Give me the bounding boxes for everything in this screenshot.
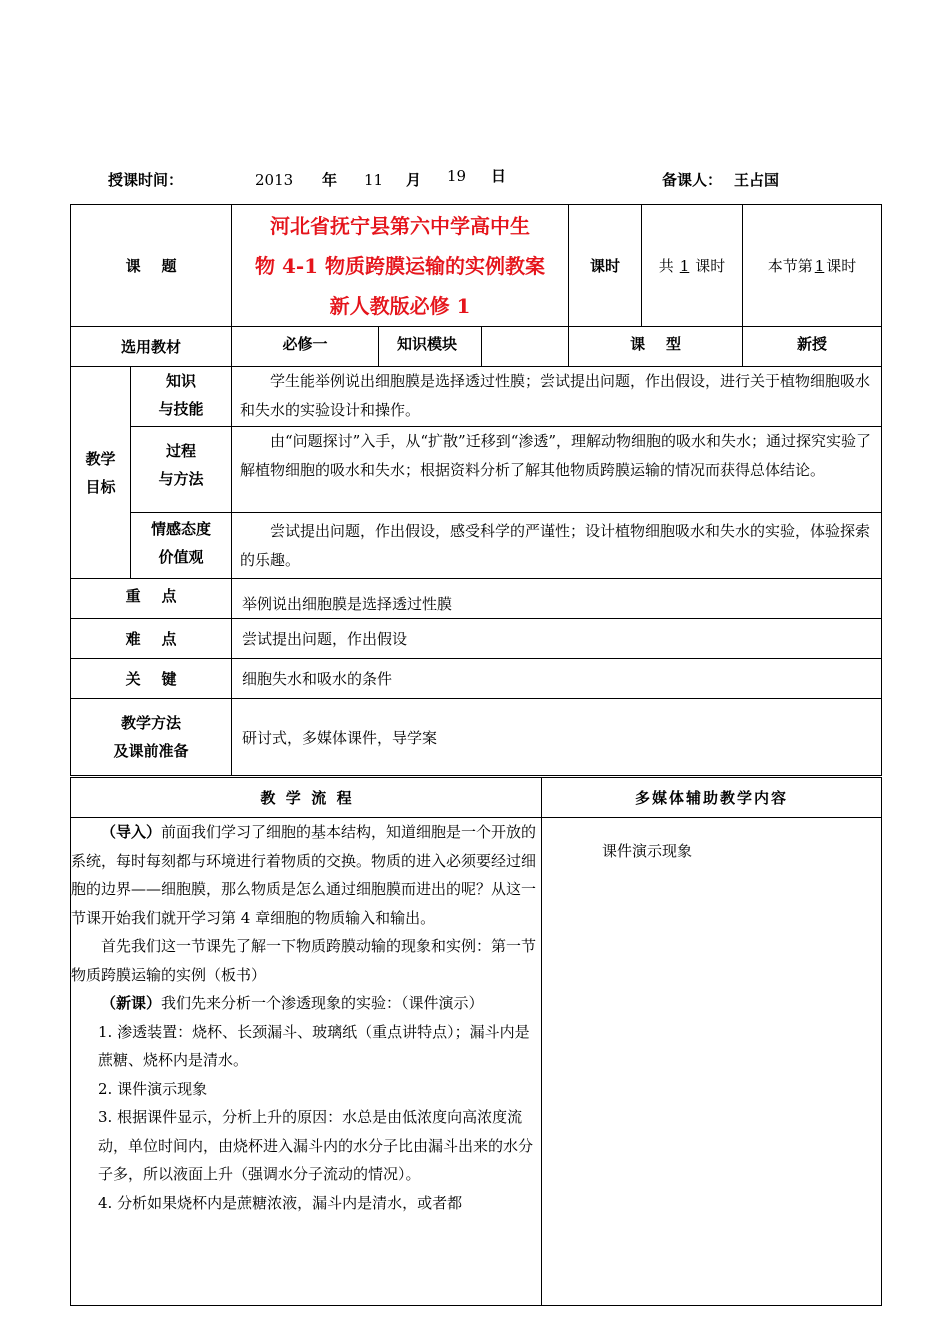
intro-text: 前面我们学习了细胞的基本结构，知道细胞是一个开放的系统，每时每刻都与环境进行着物质的交换。物质的进入必须要经过细胞的边界——细胞膜，那么物质是怎么通过细胞膜而进出的呢？从这一节课开始我们就开学习第 4 章细胞的物质输入和输出。 (71, 823, 537, 927)
multimedia-header: 多媒体辅助教学内容 (542, 778, 882, 818)
type-label: 课 型 (569, 327, 743, 367)
step-1: 1. 渗透装置：烧杯、长颈漏斗、玻璃纸（重点讲特点）；漏斗内是蔗糖、烧杯内是清水。 (98, 1022, 530, 1069)
overview-paragraph: 首先我们这一节课先了解一下物质跨膜动输的现象和实例：第一节物质跨膜运输的实例（板书） (71, 937, 537, 984)
flow-header: 教 学 流 程 (71, 778, 542, 818)
day-unit: 日 (491, 167, 507, 185)
textbook-label: 选用教材 (71, 327, 232, 367)
difficult-point-text: 尝试提出问题，作出假设 (232, 619, 882, 659)
multimedia-content: 课件演示现象 (542, 818, 882, 1306)
crux-label: 关 键 (71, 659, 232, 699)
goal-emotion-label-2: 价值观 (158, 548, 204, 566)
step-2: 2. 课件演示现象 (98, 1079, 208, 1098)
goal-process-label (131, 427, 232, 513)
total-periods-value: 1 (679, 257, 690, 275)
lesson-info-table (70, 204, 882, 776)
method-label-1: 教学方法 (121, 714, 182, 732)
teaching-goals-label-1: 教学 (85, 449, 116, 468)
intro-paragraph (71, 818, 541, 932)
preparer-name: 王占国 (734, 171, 780, 189)
total-periods (642, 205, 743, 327)
topic-title-line-2: 物 4-1 物质跨膜运输的实例教案 (254, 253, 546, 278)
key-point-label: 重 点 (71, 579, 232, 619)
goal-knowledge-label-2: 与技能 (158, 400, 204, 418)
goal-process-label-2: 与方法 (158, 470, 204, 488)
step-3: 3. 根据课件显示，分析上升的原因：水总是由低浓度向高浓度流动，单位时间内，由烧杯进入漏斗内的水分子比由漏斗出来的水分子多，所以液面上升（强调水分子流动的情况）。 (98, 1108, 534, 1183)
goal-process-label-1: 过程 (166, 442, 197, 460)
goal-knowledge-text: 学生能举例说出细胞膜是选择透过性膜；尝试提出问题，作出假设，进行关于植物细胞吸水和失水的实验设计和操作。 (232, 367, 882, 427)
current-period-value: 1 (814, 257, 825, 275)
goal-process-text: 由“问题探讨”入手，从“扩散”迁移到“渗透”，理解动物细胞的吸水和失水；通过探究实验了解植物细胞的吸水和失水；根据资料分析了解其他物质跨膜运输的情况而获得总体结论。 (232, 427, 882, 513)
total-periods-post: 课时 (695, 257, 726, 275)
period-label: 课时 (569, 205, 642, 327)
flow-content (71, 818, 542, 1306)
topic-title (232, 205, 569, 327)
goal-emotion-label-1: 情感态度 (151, 520, 212, 538)
goal-knowledge-label (131, 367, 232, 427)
topic-title-line-1: 河北省抚宁县第六中学高中生 (270, 213, 531, 238)
current-period-post: 课时 (826, 257, 857, 275)
total-periods-pre: 共 (658, 257, 674, 275)
current-period-pre: 本节第 (767, 257, 813, 275)
crux-text: 细胞失水和吸水的条件 (232, 659, 882, 699)
goal-emotion-text: 尝试提出问题，作出假设，感受科学的严谨性；设计植物细胞吸水和失水的实验，体验探索的乐趣。 (232, 513, 882, 579)
new-lesson-tag: （新课） (101, 994, 162, 1012)
teaching-goals-label-2: 目标 (85, 477, 116, 496)
module-value (482, 327, 569, 367)
lesson-year: 2013 (255, 171, 294, 189)
lesson-time-label: 授课时间： (108, 171, 184, 189)
topic-label: 课 题 (71, 205, 232, 327)
method-label-2: 及课前准备 (113, 742, 189, 760)
method-label (71, 699, 232, 776)
module-label: 知识模块 (379, 327, 482, 367)
intro-tag: （导入） (101, 823, 162, 841)
goal-knowledge-label-1: 知识 (166, 372, 197, 390)
method-text: 研讨式，多媒体课件，导学案 (232, 699, 882, 776)
difficult-point-label: 难 点 (71, 619, 232, 659)
topic-title-line-3: 新人教版必修 1 (329, 293, 471, 318)
type-value: 新授 (743, 327, 882, 367)
year-unit: 年 (322, 171, 338, 189)
lesson-month: 11 (364, 171, 384, 189)
teaching-flow-table (70, 777, 882, 1306)
key-point-text: 举例说出细胞膜是选择透过性膜 (232, 579, 882, 619)
teaching-goals-label (71, 367, 131, 579)
textbook-value: 必修一 (232, 327, 379, 367)
step-4: 4. 分析如果烧杯内是蔗糖浓液，漏斗内是清水，或者都 (98, 1193, 463, 1212)
new-lesson-paragraph (71, 989, 541, 1018)
lesson-day: 19 (447, 167, 467, 185)
preparer-label: 备课人： (662, 171, 723, 189)
current-period (743, 205, 882, 327)
goal-emotion-label (131, 513, 232, 579)
month-unit: 月 (406, 171, 422, 189)
new-lesson-text: 我们先来分析一个渗透现象的实验：（课件演示） (161, 994, 484, 1012)
